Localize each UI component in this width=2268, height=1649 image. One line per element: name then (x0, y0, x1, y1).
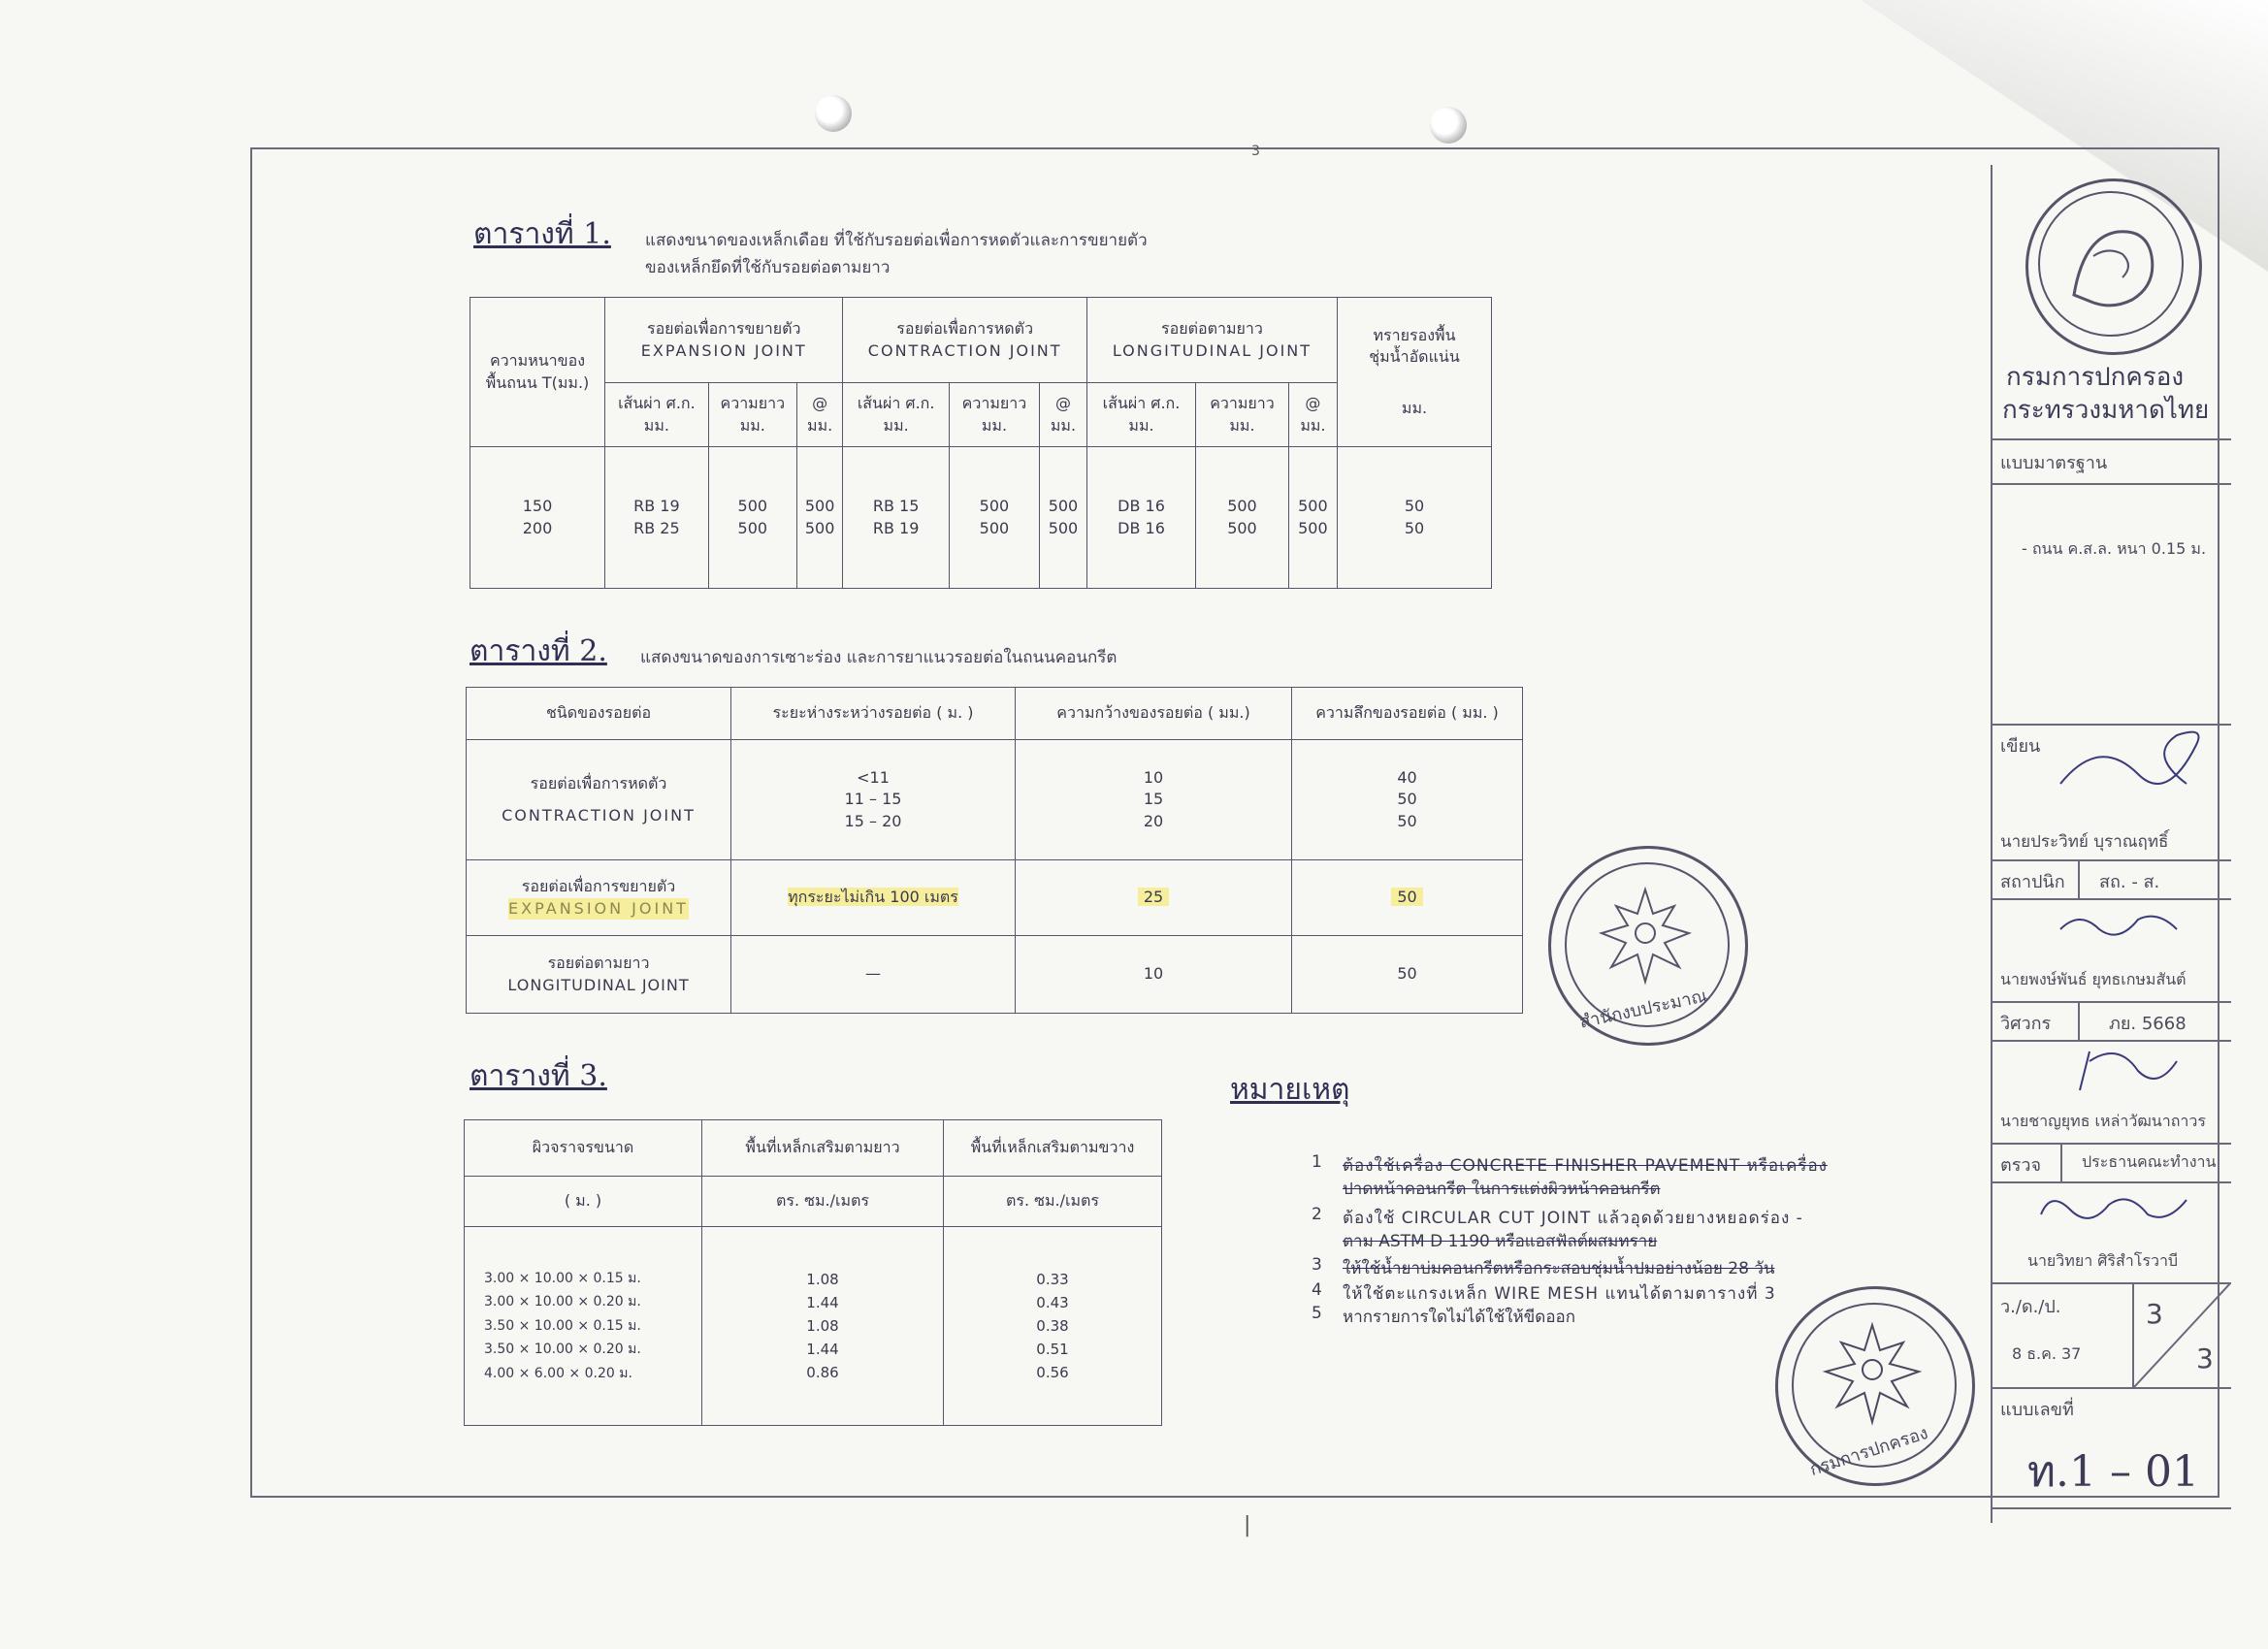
t2-h-depth: ความลึกของรอยต่อ ( มม. ) (1292, 688, 1523, 740)
tb-date-value: 8 ธ.ค. 37 (2012, 1344, 2082, 1363)
note-1-number: 1 (1312, 1152, 1322, 1172)
table2 (466, 687, 1523, 1014)
t1-sub-len: ความยาว มม. (708, 383, 796, 447)
tb-check-role: ประธานคณะทำงาน (2082, 1152, 2217, 1171)
table1-desc-line2: ของเหล็กยึดที่ใช้กับรอยต่อตามยาว (645, 258, 891, 277)
tb-row-standard (1993, 438, 2231, 440)
t2-row-contraction: รอยต่อเพื่อการหดตัว CONTRACTION JOINT <11 11 – 15 15 – 20 10 15 20 40 50 50 (467, 740, 1523, 860)
tb-row-architect (1993, 859, 2231, 861)
note-4-number: 4 (1312, 1280, 1322, 1300)
tb-drawing-no: ท.1 – 01 (2027, 1447, 2199, 1497)
tb-check-name: นายวิทยา ศิริสำโรวาบี (2027, 1251, 2179, 1270)
tb-standard-label: แบบมาตรฐาน (2000, 453, 2108, 473)
tb-engineer-name: นายชาญยุทธ เหล่าวัฒนาถาวร (2000, 1112, 2206, 1130)
t1-data-row: 150 200 RB 19 RB 25 500 500 500 500 RB 15 RB 19 500 500 500 500 DB 16 DB 16 500 500 500 500 50 50 (470, 447, 1492, 589)
drawn-signature-icon (2051, 716, 2225, 803)
note-2-number: 2 (1312, 1205, 1322, 1224)
tb-project: - ถนน ค.ส.ล. หนา 0.15 ม. (2022, 539, 2207, 558)
t2-h-spacing: ระยะห่างระหว่างรอยต่อ ( ม. ) (731, 688, 1016, 740)
engineer-signature-icon (2060, 1042, 2196, 1100)
t1-sub-at: @ มม. (1288, 383, 1337, 447)
tb-sheet-num: 3 (2146, 1298, 2163, 1330)
tb-dept: กรมการปกครอง (2006, 363, 2185, 392)
tb-drawn-name: นายประวิทย์ บุราณฤทธิ์ (2000, 832, 2169, 852)
table2-label: ตารางที่ 2. (470, 634, 607, 668)
dopa-lion-emblem-icon (2025, 178, 2202, 355)
t1-col-contraction: รอยต่อเพื่อการหดตัว CONTRACTION JOINT (843, 298, 1086, 383)
tb-sheet-total: 3 (2196, 1342, 2214, 1374)
t3-u-trans: ตร. ซม./เมตร (944, 1177, 1162, 1227)
punch-hole-left (815, 95, 852, 132)
t3-h-long: พื้นที่เหล็กเสริมตามยาว (702, 1120, 944, 1177)
t1-col-expansion: รอยต่อเพื่อการขยายตัว EXPANSION JOINT (605, 298, 843, 383)
table3 (464, 1119, 1162, 1426)
tb-engineer-label: วิศวกร (2000, 1014, 2052, 1034)
notes-title: หมายเหตุ (1230, 1073, 1350, 1107)
tb-row-check (1993, 1143, 2231, 1145)
checker-signature-icon (2031, 1185, 2206, 1234)
page-number: 3 (1251, 144, 1260, 159)
t1-sub-len: ความยาว มม. (949, 383, 1039, 447)
t3-u-size: ( ม. ) (465, 1177, 702, 1227)
t2-h-width: ความกว้างของรอยต่อ ( มม.) (1016, 688, 1292, 740)
t2-h-type: ชนิดของรอยต่อ (467, 688, 731, 740)
tb-date-label: ว./ด./ป. (2000, 1297, 2061, 1317)
t1-col-sand: ทรายรองพื้น ชุ่มน้ำอัดแน่น มม. (1338, 298, 1492, 447)
table2-desc: แสดงขนาดของการเซาะร่อง และการยาแนวรอยต่อในถนนคอนกรีต (640, 648, 1118, 667)
tb-row-project (1993, 483, 2231, 485)
note-2-line-2: ตาม ASTM D 1190 หรือแอสฟัลต์ผสมทราย (1343, 1232, 1658, 1251)
t2-row-longitudinal: รอยต่อตามยาว LONGITUDINAL JOINT — 10 50 (467, 936, 1523, 1014)
budget-office-seal: สำนักงบประมาณ (1548, 846, 1748, 1046)
t2-row-expansion: รอยต่อเพื่อการขยายตัว EXPANSION JOINT ทุกระยะไม่เกิน 100 เมตร 25 50 (467, 860, 1523, 936)
tb-ministry: กระทรวงมหาดไทย (2002, 396, 2210, 425)
note-1-line-2: ปาดหน้าคอนกรีต ในการแต่งผิวหน้าคอนกรีต (1343, 1180, 1661, 1199)
tb-check-label: ตรวจ (2000, 1155, 2042, 1176)
tb-drawing-no-label: แบบเลขที่ (2000, 1400, 2074, 1420)
table1-label: ตารางที่ 1. (473, 217, 611, 251)
architect-signature-icon (2051, 900, 2187, 949)
note-3-number: 3 (1312, 1255, 1322, 1275)
t3-u-long: ตร. ซม./เมตร (702, 1177, 944, 1227)
bottom-mark: | (1244, 1513, 1251, 1537)
t3-h-size: ผิวจราจรขนาด (465, 1120, 702, 1177)
t1-sub-at: @ มม. (796, 383, 843, 447)
table1-desc-line1: แสดงขนาดของเหล็กเดือย ที่ใช้กับรอยต่อเพื่อการหดตัวและการขยายตัว (645, 231, 1148, 250)
t1-sub-dia: เส้นผ่า ศ.ก. มม. (605, 383, 709, 447)
tb-architect-label: สถาปนิก (2000, 872, 2065, 892)
t1-col-thickness: ความหนาของ พื้นถนน T(มม.) (470, 298, 605, 447)
tb-row-engineer (1993, 1001, 2231, 1003)
title-block (1991, 165, 2231, 1523)
table3-label: ตารางที่ 3. (470, 1059, 607, 1093)
t1-sub-at: @ มม. (1040, 383, 1087, 447)
tb-architect-name: นายพงษ์พันธ์ ยุทธเกษมสันต์ (2000, 970, 2187, 988)
t1-sub-dia: เส้นผ่า ศ.ก. มม. (843, 383, 949, 447)
t3-data-row: 3.00 × 10.00 × 0.15 ม. 3.00 × 10.00 × 0.20 ม. 3.50 × 10.00 × 0.15 ม. 3.50 × 10.00 × 0.20 ม. 4.00 × 6.00 × 0.20 ม. 1.08 1.44 1.08 1.44 0.86 0.33 0.43 0.38 0.51 0.56 (465, 1227, 1162, 1426)
tb-engineer-code: ภย. 5668 (2109, 1014, 2187, 1034)
note-4-line-1: ให้ใช้ตะแกรงเหล็ก WIRE MESH แทนได้ตามตารางที่ 3 (1343, 1284, 1776, 1304)
t1-sub-len: ความยาว มม. (1196, 383, 1289, 447)
note-1-line-1: ต้องใช้เครื่อง CONCRETE FINISHER PAVEMENT หรือเครื่อง (1343, 1156, 1828, 1176)
punch-hole-right (1430, 107, 1467, 144)
note-2-line-1: ต้องใช้ CIRCULAR CUT JOINT แล้วอุดด้วยยางหยอดร่อง - (1343, 1209, 1803, 1228)
table1 (470, 297, 1492, 589)
note-5-line-1: หากรายการใดไม่ได้ใช้ให้ขีดออก (1343, 1308, 1576, 1327)
tb-row-drawing-no (1993, 1387, 2231, 1389)
t1-col-longitudinal: รอยต่อตามยาว LONGITUDINAL JOINT (1086, 298, 1337, 383)
note-5-number: 5 (1312, 1304, 1322, 1323)
tb-architect-code: สถ. - ส. (2099, 872, 2160, 892)
t1-sub-dia: เส้นผ่า ศ.ก. มม. (1086, 383, 1195, 447)
dopa-seal: กรมการปกครอง (1775, 1286, 1975, 1486)
tb-drawn-label: เขียน (2000, 736, 2041, 757)
note-3-line-1: ให้ใช้น้ำยาบ่มคอนกรีตหรือกระสอบชุ่มน้ำปมอย่างน้อย 28 วัน (1343, 1259, 1775, 1278)
t3-h-trans: พื้นที่เหล็กเสริมตามขวาง (944, 1120, 1162, 1177)
